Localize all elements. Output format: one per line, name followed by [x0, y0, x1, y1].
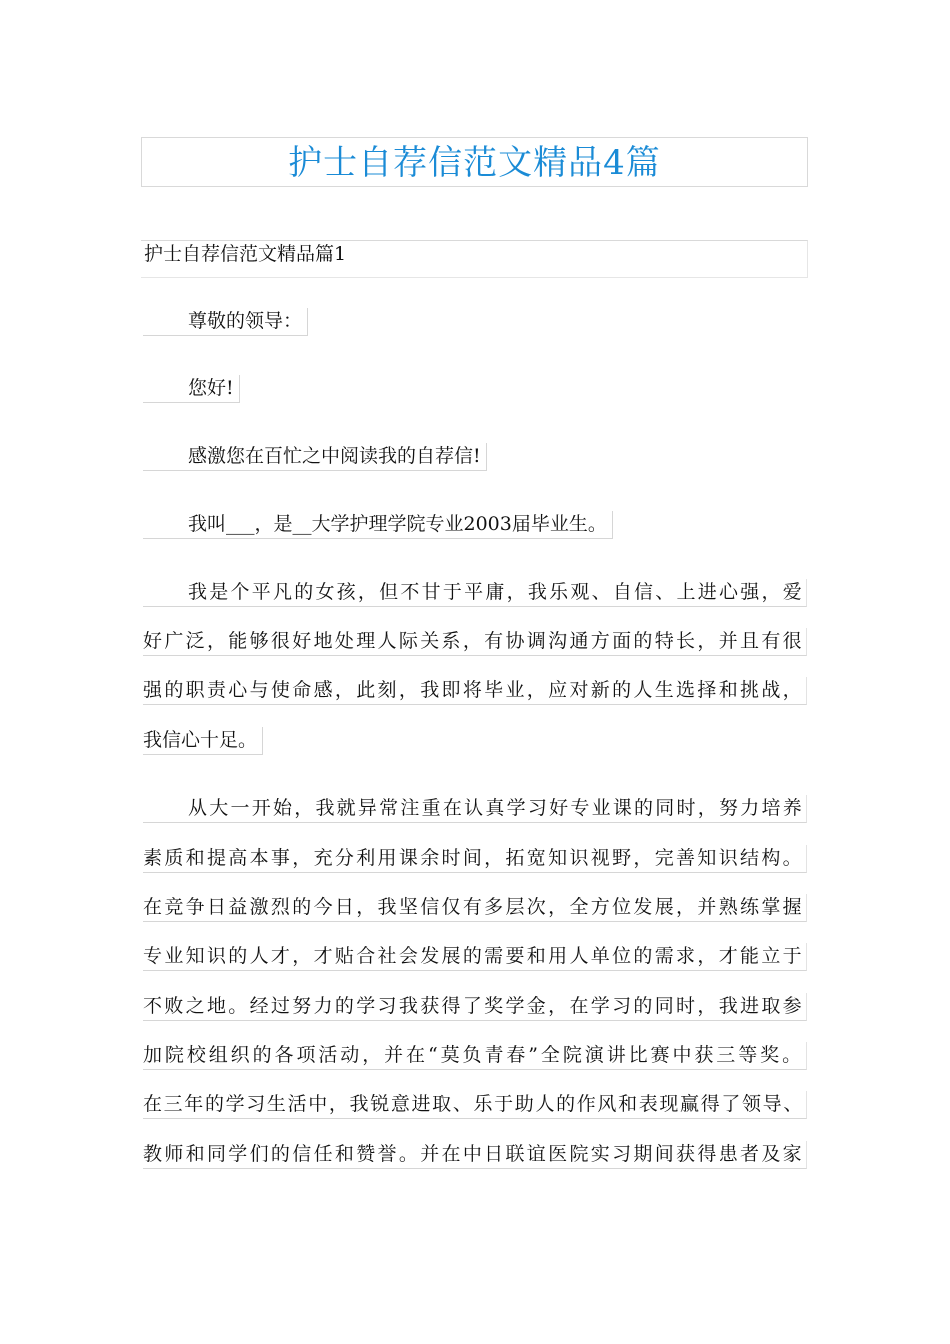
paragraph-line: [143, 628, 807, 656]
paragraph-line: [143, 727, 263, 755]
paragraph-line: [143, 845, 807, 873]
line-text: 强的职责心与使命感，此刻，我即将毕业，应对新的人生选择和挑战，: [143, 679, 804, 701]
line-text: 尊敬的领导：: [188, 310, 303, 332]
line-text: 不败之地。经过努力的学习我获得了奖学金，在学习的同时，我进取参: [143, 995, 804, 1017]
paragraph-line: [143, 308, 308, 336]
paragraph-line: [143, 943, 807, 971]
line-text: 我叫___，是__大学护理学院专业2003届毕业生。: [188, 513, 607, 535]
line-text: 您好!: [188, 377, 234, 399]
paragraph-line: [143, 677, 807, 705]
line-text: 感激您在百忙之中阅读我的自荐信!: [188, 445, 481, 467]
line-text: 在竞争日益激烈的今日，我坚信仅有多层次，全方位发展，并熟练掌握: [143, 896, 804, 918]
line-text: 教师和同学们的信任和赞誉。并在中日联谊医院实习期间获得患者及家: [143, 1143, 804, 1165]
paragraph-line: [143, 1042, 807, 1070]
paragraph-line: [143, 1091, 807, 1119]
paragraph-line: [143, 1141, 807, 1169]
document-title: 护士自荐信范文精品4篇: [288, 143, 661, 183]
line-text: 好广泛，能够很好地处理人际关系，有协调沟通方面的特长，并且有很: [143, 630, 804, 652]
paragraph-line: [143, 993, 807, 1021]
paragraph-line: [143, 375, 240, 403]
line-text: 从大一开始，我就异常注重在认真学习好专业课的同时，努力培养: [188, 797, 804, 819]
paragraph-line: [143, 443, 487, 471]
section-heading: 护士自荐信范文精品篇1: [144, 243, 347, 265]
line-text: 素质和提高本事，充分利用课余时间，拓宽知识视野，完善知识结构。: [143, 847, 804, 869]
line-text: 加院校组织的各项活动，并在“莫负青春”全院演讲比赛中获三等奖。: [143, 1044, 804, 1066]
paragraph-line: [143, 894, 807, 922]
paragraph-line: [143, 579, 807, 607]
paragraph-line: [143, 511, 613, 539]
section-heading-box: [141, 240, 808, 278]
line-text: 我是个平凡的女孩，但不甘于平庸，我乐观、自信、上进心强，爱: [188, 581, 804, 603]
line-text: 专业知识的人才，才贴合社会发展的需要和用人单位的需求，才能立于: [143, 945, 804, 967]
paragraph-line: [143, 795, 807, 823]
title-box: [141, 137, 808, 187]
line-text: 我信心十足。: [143, 729, 258, 751]
line-text: 在三年的学习生活中，我锐意进取、乐于助人的作风和表现赢得了领导、: [143, 1093, 804, 1115]
